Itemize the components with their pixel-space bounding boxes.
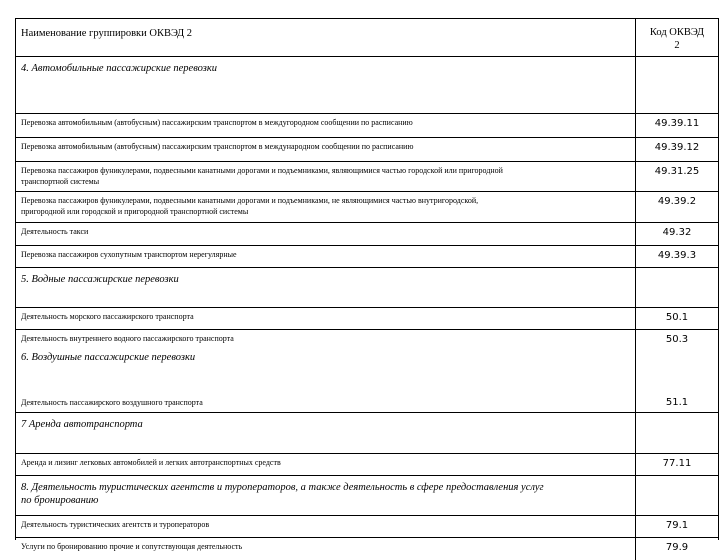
item-name-cell <box>16 454 636 475</box>
item-code-cell <box>636 223 718 245</box>
section-name-cell <box>16 57 636 113</box>
table-row <box>16 308 718 330</box>
section-title-line2: по бронированию <box>21 495 99 506</box>
item-name: Деятельность туристических агентств и туроператоров <box>21 520 210 529</box>
section-row <box>16 57 718 114</box>
item-code: 49.39.12 <box>654 142 700 153</box>
item-name-cell <box>16 114 636 137</box>
table-row <box>16 330 718 413</box>
item-name: Услуги по бронированию прочие и сопутствующая деятельность <box>21 542 243 551</box>
header-name: Наименование группировки ОКВЭД 2 <box>21 28 193 39</box>
item-code-cell <box>636 308 718 329</box>
table-row <box>16 454 718 476</box>
section-name-cell <box>16 268 636 307</box>
table-row <box>16 538 718 560</box>
item-name-cell <box>16 246 636 267</box>
item-name: Деятельность пассажирского воздушного транспорта <box>21 398 203 407</box>
header-code-line1: Код ОКВЭД <box>649 27 705 38</box>
item-code: 49.32 <box>662 227 692 238</box>
item-code: 49.31.25 <box>654 166 700 177</box>
header-name-cell <box>16 19 636 56</box>
item-name: Аренда и лизинг легковых автомобилей и легких автотранспортных средств <box>21 458 281 467</box>
item-name: Деятельность такси <box>21 227 89 236</box>
section-row <box>16 476 718 516</box>
item-code-cell <box>636 114 718 137</box>
item-code: 49.39.3 <box>657 250 697 261</box>
item-name-cell <box>16 538 636 560</box>
item-name: Перевозка автомобильным (автобусным) пассажирским транспортом в междугородном сообщении по расписанию <box>21 118 413 127</box>
item-code: 50.1 <box>665 312 689 323</box>
section-title: 5. Водные пассажирские перевозки <box>21 274 179 285</box>
table-row <box>16 162 718 192</box>
item-name-cell <box>16 516 636 537</box>
item-name-line1: Перевозка пассажиров фуникулерами, подвесными канатными дорогами и подъемниками, являющимися частью городской или пригородной <box>21 166 503 175</box>
item-code-cell <box>636 246 718 267</box>
section-title: 4. Автомобильные пассажирские перевозки <box>21 63 217 74</box>
item-name-cell <box>16 138 636 161</box>
item-code: 79.9 <box>665 542 689 553</box>
item-code-cell <box>636 138 718 161</box>
section-code-cell <box>636 57 718 113</box>
item-name-line1: Перевозка пассажиров фуникулерами, подвесными канатными дорогами и подъемниками, не являющимися частью внутригородской, <box>21 196 479 205</box>
section-title: 6. Воздушные пассажирские перевозки <box>21 352 196 363</box>
okved-table <box>15 18 719 553</box>
item-code-cell <box>636 330 718 412</box>
section-code-cell <box>636 268 718 307</box>
item-code: 51.1 <box>665 397 689 408</box>
item-name-line2: пригородной или городской и пригородной транспортной системы <box>21 207 249 216</box>
item-name: Перевозка автомобильным (автобусным) пассажирским транспортом в международном сообщении по расписанию <box>21 142 414 151</box>
header-code-cell <box>636 19 718 56</box>
item-code: 77.11 <box>662 458 692 469</box>
item-code: 49.39.11 <box>654 118 700 129</box>
item-name-cell <box>16 330 636 412</box>
section-code-cell <box>636 413 718 453</box>
section-row <box>16 268 718 308</box>
item-name-line2: транспортной системы <box>21 177 100 186</box>
item-code-cell <box>636 162 718 191</box>
item-code-cell <box>636 516 718 537</box>
item-name: Деятельность морского пассажирского транспорта <box>21 312 194 321</box>
section-row <box>16 413 718 454</box>
table-row <box>16 138 718 162</box>
item-name-cell <box>16 162 636 191</box>
section-title: 7 Аренда автотранспорта <box>21 419 143 430</box>
table-row <box>16 192 718 223</box>
section-code-cell <box>636 476 718 515</box>
item-code-cell <box>636 192 718 222</box>
item-name: Деятельность внутреннего водного пассажирского транспорта <box>21 334 234 343</box>
table-header-row <box>16 19 718 57</box>
item-name-cell <box>16 223 636 245</box>
table-row <box>16 246 718 268</box>
item-name: Перевозка пассажиров сухопутным транспортом нерегулярные <box>21 250 237 259</box>
item-code-cell <box>636 454 718 475</box>
item-code-cell <box>636 538 718 560</box>
item-code: 50.3 <box>665 334 689 345</box>
table-row <box>16 516 718 538</box>
item-name-cell <box>16 308 636 329</box>
section-title-line1: 8. Деятельность туристических агентств и туроператоров, а также деятельность в сфере предоставления услуг <box>21 482 544 493</box>
table-row <box>16 223 718 246</box>
header-code-line2: 2 <box>674 40 680 51</box>
section-name-cell <box>16 476 636 515</box>
item-code: 49.39.2 <box>657 196 697 207</box>
item-code: 79.1 <box>665 520 689 531</box>
item-name-cell <box>16 192 636 222</box>
section-name-cell <box>16 413 636 453</box>
table-row <box>16 114 718 138</box>
